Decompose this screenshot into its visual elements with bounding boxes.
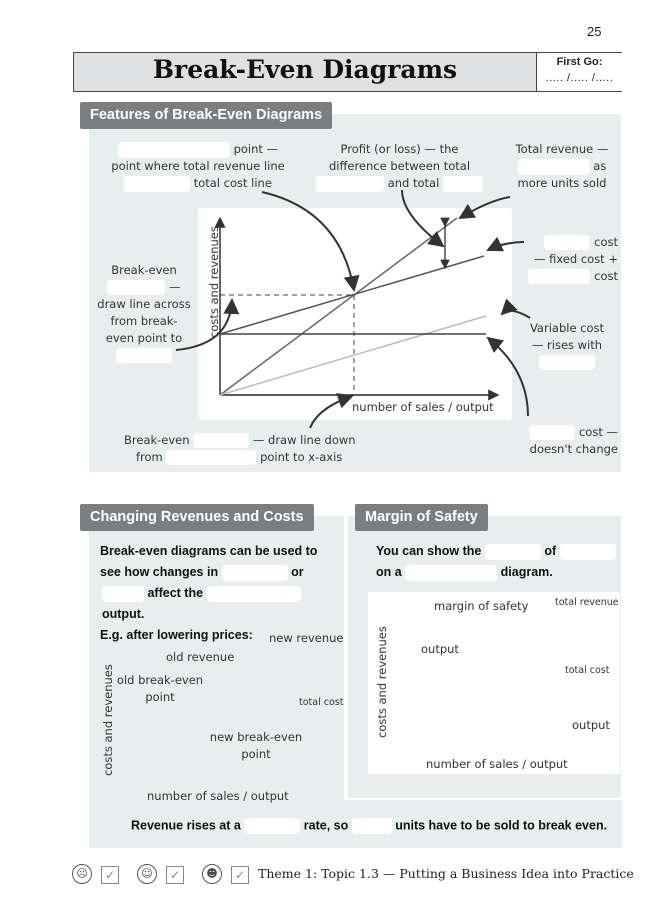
happy-face-icon: ☻ bbox=[202, 864, 222, 884]
checkbox-happy[interactable]: ✓ bbox=[231, 866, 249, 884]
body-text: E.g. after lowering prices: bbox=[100, 628, 253, 642]
blank[interactable] bbox=[485, 544, 541, 560]
note-text: as bbox=[593, 159, 607, 173]
blank[interactable] bbox=[518, 159, 590, 175]
blank[interactable] bbox=[395, 623, 489, 639]
blank[interactable] bbox=[193, 433, 249, 448]
blank[interactable] bbox=[116, 348, 172, 363]
page-title: Break-Even Diagrams bbox=[152, 55, 458, 84]
total-cost-label-3: total cost bbox=[565, 665, 610, 676]
new-break-even-label bbox=[206, 729, 306, 763]
x-axis-label-2: number of sales / output bbox=[147, 789, 289, 803]
note-text: point — bbox=[233, 142, 279, 156]
variable-cost-line bbox=[220, 316, 486, 395]
label-text: old break-even bbox=[116, 673, 204, 687]
note-text: from break- bbox=[110, 314, 178, 328]
body-text: rate, so bbox=[303, 818, 349, 833]
margin-chart-area bbox=[368, 592, 620, 774]
total-revenue-note bbox=[508, 141, 616, 192]
body-text: output. bbox=[102, 607, 145, 621]
blank[interactable] bbox=[529, 425, 575, 440]
output-label-1: output bbox=[421, 642, 459, 656]
note-text: Total revenue — bbox=[515, 142, 609, 156]
note-text: Profit (or loss) — the bbox=[340, 142, 459, 156]
page-number: 25 bbox=[587, 24, 602, 39]
body-text: see how changes in bbox=[100, 565, 219, 579]
body-text: Break-even diagrams can be used to bbox=[100, 544, 318, 558]
blank[interactable] bbox=[405, 565, 497, 581]
note-text: Break-even bbox=[124, 433, 190, 447]
note-text: — bbox=[169, 280, 181, 294]
total-revenue-label: total revenue bbox=[555, 597, 619, 608]
blank[interactable] bbox=[222, 565, 288, 581]
fixed-cost-note bbox=[518, 424, 618, 458]
y-axis-label-2: costs and revenues bbox=[101, 664, 115, 776]
note-text: Variable cost bbox=[529, 321, 605, 335]
changing-heading: Changing Revenues and Costs bbox=[80, 504, 314, 531]
break-even-point-note bbox=[108, 141, 288, 192]
blank[interactable] bbox=[118, 142, 230, 158]
note-text: Break-even bbox=[111, 263, 177, 277]
note-text: cost bbox=[594, 269, 618, 283]
body-text: You can show the bbox=[376, 544, 482, 558]
x-axis-label-3: number of sales / output bbox=[426, 757, 568, 771]
old-revenue-label: old revenue bbox=[166, 650, 235, 664]
body-text: of bbox=[544, 544, 557, 558]
blank[interactable] bbox=[102, 586, 144, 602]
blank[interactable] bbox=[352, 818, 392, 834]
note-text: point to x-axis bbox=[260, 450, 343, 464]
first-go-date: ..... /..... /..... bbox=[545, 72, 614, 84]
blank[interactable] bbox=[166, 450, 256, 465]
note-text: from bbox=[136, 450, 163, 464]
note-text: more units sold bbox=[517, 176, 607, 190]
blank[interactable] bbox=[560, 544, 616, 560]
label-text: point bbox=[145, 690, 175, 704]
label-text: new break-even bbox=[209, 730, 303, 744]
note-text: — draw line down bbox=[252, 433, 356, 447]
blank[interactable] bbox=[244, 818, 300, 834]
note-text: cost — bbox=[578, 425, 618, 439]
x-axis-label: number of sales / output bbox=[352, 400, 494, 414]
note-text: — rises with bbox=[531, 338, 603, 352]
note-text: cost bbox=[594, 235, 618, 249]
revenue-conclusion bbox=[131, 818, 607, 834]
note-text: even point to bbox=[105, 331, 183, 345]
note-text: — fixed cost + bbox=[533, 252, 618, 266]
profit-note bbox=[312, 141, 487, 192]
checkbox-neutral[interactable]: ✓ bbox=[166, 866, 184, 884]
blank[interactable] bbox=[528, 269, 590, 284]
blank[interactable] bbox=[124, 176, 190, 192]
new-revenue-label: new revenue bbox=[269, 631, 344, 645]
variable-cost-note bbox=[526, 320, 608, 371]
note-text: total cost line bbox=[193, 176, 272, 190]
first-go-label: First Go: bbox=[556, 56, 603, 68]
break-even-revenue-note bbox=[96, 262, 192, 364]
note-text: and total bbox=[387, 176, 440, 190]
note-text: difference between total bbox=[328, 159, 471, 173]
footer-topic: Theme 1: Topic 1.3 — Putting a Business Idea into Practice bbox=[258, 866, 634, 881]
body-text: units have to be sold to break even. bbox=[395, 818, 608, 833]
label-text: point bbox=[241, 747, 271, 761]
blank[interactable] bbox=[544, 235, 590, 250]
features-heading: Features of Break-Even Diagrams bbox=[80, 102, 332, 129]
body-text: on a bbox=[376, 565, 402, 579]
blank[interactable] bbox=[443, 176, 483, 192]
y-axis-label: costs and revenues bbox=[207, 226, 221, 338]
chart1-axes bbox=[220, 218, 498, 395]
margin-heading: Margin of Safety bbox=[355, 504, 488, 531]
y-axis-label-3: costs and revenues bbox=[375, 626, 389, 738]
body-text: affect the bbox=[147, 586, 204, 600]
note-text: doesn't change bbox=[529, 442, 618, 456]
sad-face-icon: ☹ bbox=[72, 864, 92, 884]
total-cost-label: total cost bbox=[299, 697, 344, 708]
blank[interactable] bbox=[207, 586, 301, 602]
blank[interactable] bbox=[562, 700, 614, 716]
blank[interactable] bbox=[107, 280, 165, 295]
blank[interactable] bbox=[539, 355, 595, 370]
neutral-face-icon: ☺ bbox=[137, 864, 157, 884]
body-text: or bbox=[291, 565, 304, 579]
body-text: diagram. bbox=[500, 565, 553, 579]
margin-text bbox=[376, 541, 621, 583]
blank[interactable] bbox=[316, 176, 384, 192]
note-text: draw line across bbox=[97, 297, 191, 311]
margin-of-safety-label: margin of safety bbox=[434, 599, 529, 613]
total-cost-note bbox=[522, 234, 618, 285]
old-break-even-label bbox=[112, 672, 208, 706]
checkbox-sad[interactable]: ✓ bbox=[101, 866, 119, 884]
output-label-2: output bbox=[572, 718, 610, 732]
break-even-output-note bbox=[124, 432, 364, 466]
note-text: point where total revenue line bbox=[111, 159, 285, 173]
body-text: Revenue rises at a bbox=[131, 818, 241, 833]
